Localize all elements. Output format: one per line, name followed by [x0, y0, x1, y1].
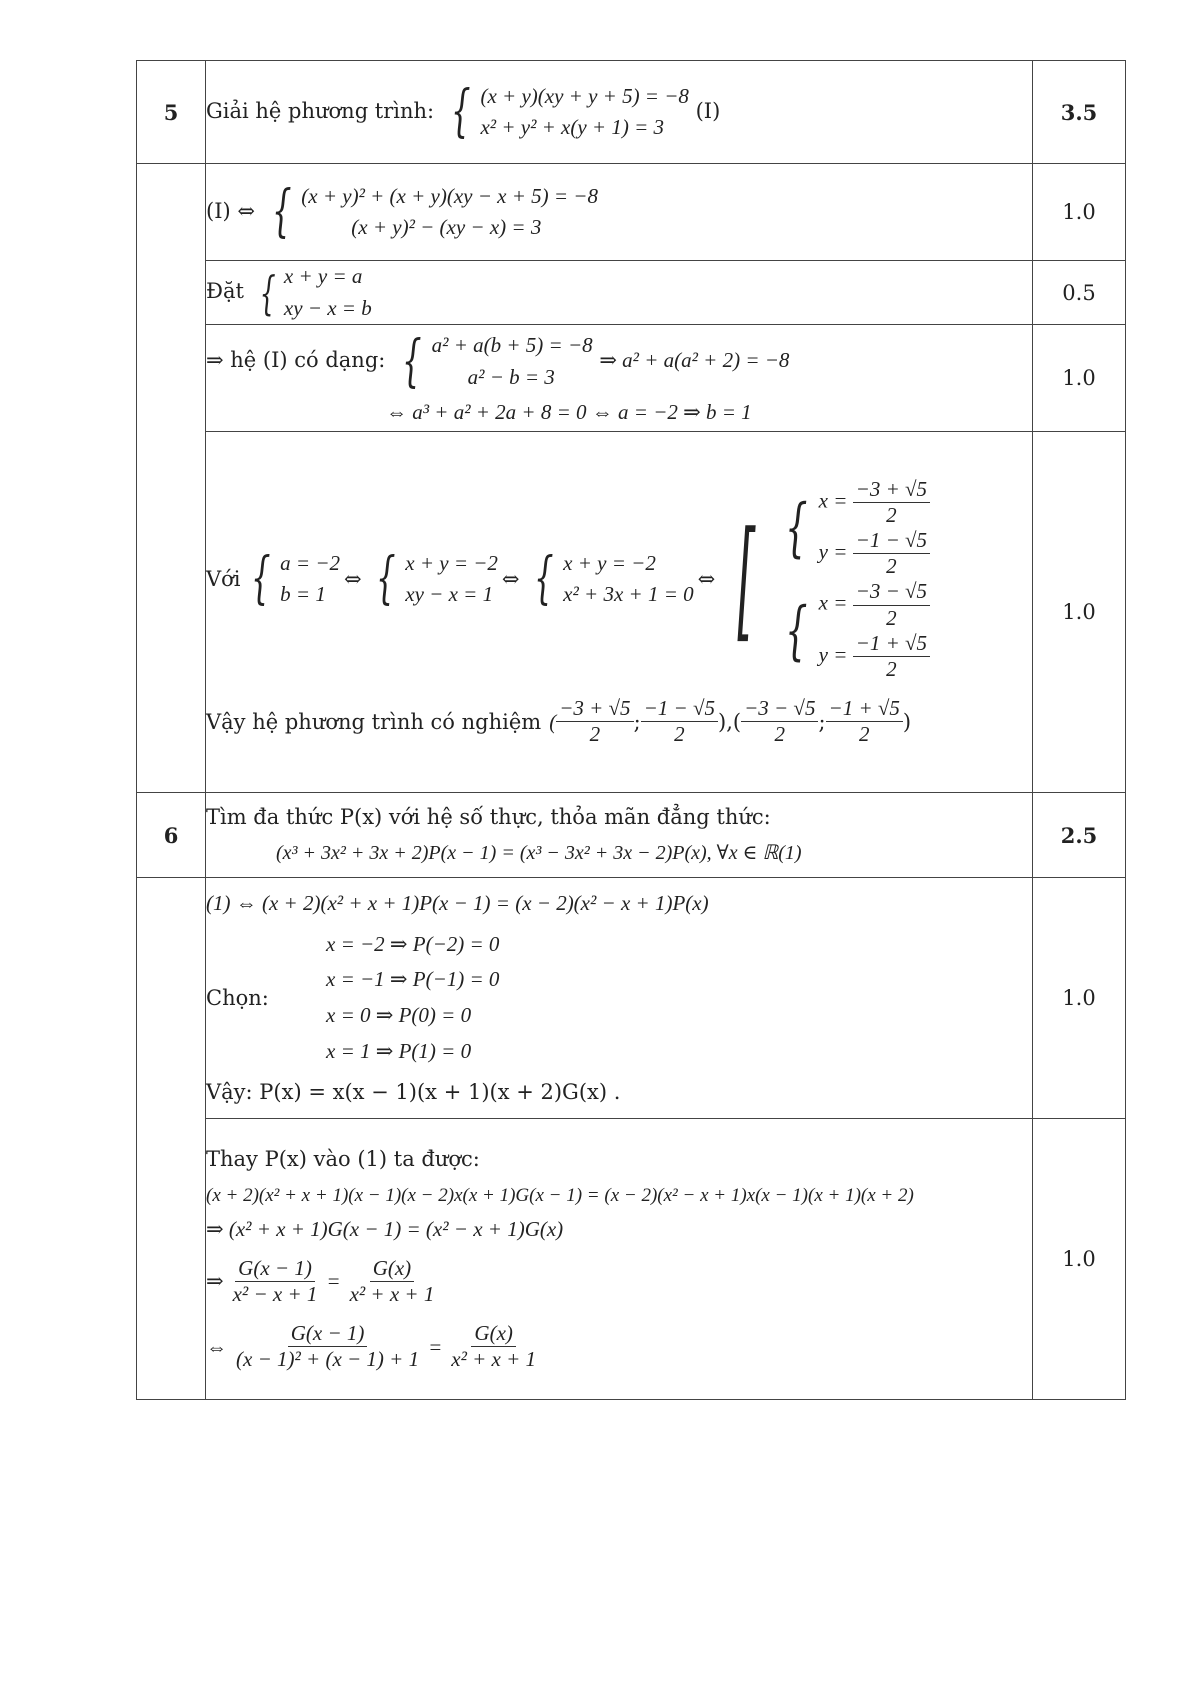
- fraction: $\frac{G(x - 1)}{\text{(x − 1)² + (x − 1) + 1}}$: [236, 1321, 420, 1372]
- variable-label: x =: [818, 488, 848, 513]
- equation-system: [251, 261, 372, 324]
- equation: (x + 2)(x² + x + 1)(x − 1)(x − 2)x(x + 1)G(x − 1) = (x − 2)(x² − x + 1)x(x − 1)(x + 1)(x + 2): [206, 1184, 914, 1206]
- equation: (x + y)(xy + y + 5) = −8: [480, 83, 689, 108]
- score: 1.0: [1033, 432, 1126, 793]
- step-prefix: Đặt: [206, 279, 244, 303]
- problem-6-row: [137, 793, 1126, 878]
- choice-item: x = −1 ⇒ P(−1) = 0: [326, 967, 500, 992]
- equation: x + y = −2: [563, 550, 656, 575]
- equation-system: [392, 330, 593, 393]
- equation: x² + y² + x(y + 1) = 3: [480, 115, 665, 139]
- choice-item: x = 0 ⇒ P(0) = 0: [326, 1003, 472, 1027]
- equation-system: [441, 81, 689, 144]
- equation: (x + y)² − (xy − x) = 3: [351, 215, 542, 239]
- fraction: $\frac{-3 - √5}{2}$: [741, 696, 818, 747]
- equation: xy − x = 1: [405, 582, 494, 607]
- step-content: [206, 878, 1033, 1119]
- left-brace: {: [402, 328, 422, 394]
- solution-set: [719, 477, 930, 683]
- solution-step-row: [137, 1119, 1126, 1400]
- fraction: $\frac{G(x - 1)}{\text{x² − x + 1}}$: [232, 1255, 318, 1306]
- left-brace: {: [271, 179, 292, 244]
- problem-5-row: [137, 61, 1126, 164]
- score: 2.5: [1033, 793, 1126, 878]
- solution-step-row: [137, 432, 1126, 793]
- equivalence-symbol: ⇔: [697, 567, 716, 592]
- left-brace: {: [785, 593, 808, 668]
- fraction: $\frac{-1 + √5}{2}$: [853, 631, 930, 682]
- variable-label: y =: [818, 642, 848, 667]
- solution-table: [136, 60, 1126, 1400]
- left-brace: {: [785, 490, 808, 565]
- equation: (x³ + 3x² + 3x + 2)P(x − 1) = (x³ − 3x² + 3x − 2)P(x), ∀x ∈ ℝ(1): [276, 841, 802, 864]
- variable-label: x =: [818, 590, 848, 615]
- step-content: [206, 1119, 1033, 1400]
- equation: (1) ⇔ (x + 2)(x² + x + 1)P(x − 1) = (x − 2)(x² − x + 1)P(x): [206, 891, 709, 916]
- fraction-equation: [206, 1256, 1032, 1307]
- conclusion-line: Vậy hệ phương trình có nghiệm ( $\frac{-3 + √5}{2}$ ; $\frac{-1 - √5}{2}$ ),( $\frac{-3 - √5}{2}$ ; $\frac{-1 + √5}{2}$ ): [206, 696, 912, 747]
- left-brace: {: [250, 546, 271, 612]
- fraction-equation: [206, 1321, 1032, 1372]
- fraction: $\frac{-1 - √5}{2}$: [853, 528, 930, 579]
- equation: x² + 3x + 1 = 0: [563, 582, 694, 607]
- equation: a = −2: [280, 550, 341, 575]
- equivalence-symbol: ⇔: [501, 567, 520, 592]
- equation-system: [262, 181, 598, 244]
- step-prefix: Với: [206, 567, 241, 592]
- problem-statement: [206, 793, 1033, 878]
- problem-number: 6: [137, 793, 206, 878]
- step-content: [206, 432, 1033, 793]
- equation: ⇒ (x² + x + 1)G(x − 1) = (x² − x + 1)G(x): [206, 1216, 564, 1241]
- equation: ⇔ a³ + a² + 2a + 8 = 0 ⇔ a = −2 ⇒ b = 1: [386, 400, 752, 425]
- problem-number: 5: [137, 61, 206, 164]
- score: 0.5: [1033, 261, 1126, 325]
- score: 1.0: [1033, 325, 1126, 432]
- system-label: (I): [695, 98, 721, 123]
- conclusion-text: Vậy: P(x) = x(x − 1)(x + 1)(x + 2)G(x) .: [206, 1080, 621, 1105]
- score: 1.0: [1033, 878, 1126, 1119]
- equivalence-symbol: ⇔: [344, 567, 362, 592]
- score: 3.5: [1033, 61, 1126, 164]
- equation: ⇒ a² + a(a² + 2) = −8: [599, 348, 790, 373]
- fraction: $\frac{-3 + √5}{2}$: [556, 696, 633, 747]
- solution-step-row: [137, 325, 1126, 432]
- variable-label: y =: [818, 539, 848, 564]
- fraction: $\frac{-3 + √5}{2}$: [853, 477, 930, 528]
- problem-statement: [206, 61, 1033, 164]
- problem-prompt: Giải hệ phương trình:: [206, 98, 435, 123]
- choices-list: [326, 927, 499, 1070]
- empty-number-cell: [137, 164, 206, 793]
- equation-system: [241, 548, 340, 611]
- equals-symbol: =: [326, 1269, 341, 1294]
- choice-item: x = −2 ⇒ P(−2) = 0: [326, 931, 500, 956]
- equation: b = 1: [280, 582, 326, 607]
- equation: (x + y)² + (x + y)(xy − x + 5) = −8: [301, 183, 598, 208]
- left-brace: {: [375, 546, 396, 612]
- solution-step-row: [137, 878, 1126, 1119]
- step-content: [206, 164, 1033, 261]
- solution-step-row: [137, 261, 1126, 325]
- choice-item: x = 1 ⇒ P(1) = 0: [326, 1038, 472, 1063]
- empty-number-cell: [137, 878, 206, 1400]
- left-bracket: [: [737, 503, 756, 656]
- fraction: $\frac{G(x)}{\text{x² + x + 1}}$: [451, 1321, 537, 1372]
- left-brace: {: [259, 265, 276, 320]
- equation: x + y = a: [283, 264, 363, 288]
- left-brace: {: [533, 546, 554, 612]
- fraction: $\frac{-1 + √5}{2}$: [826, 696, 903, 747]
- equation: x + y = −2: [405, 550, 498, 575]
- problem-prompt: Tìm đa thức P(x) với hệ số thực, thỏa mãn đẳng thức:: [206, 805, 771, 830]
- step-content: [206, 325, 1033, 432]
- score: 1.0: [1033, 164, 1126, 261]
- step-prefix: ⇒ hệ (I) có dạng:: [206, 348, 386, 373]
- fraction: $\frac{G(x)}{\text{x² + x + 1}}$: [349, 1255, 435, 1306]
- step-intro: Thay P(x) vào (1) ta được:: [206, 1146, 480, 1171]
- step-content: [206, 261, 1033, 325]
- score: 1.0: [1033, 1119, 1126, 1400]
- fraction: $\frac{-3 - √5}{2}$: [853, 579, 930, 630]
- equation-system: [524, 548, 694, 611]
- equivalence-symbol: ⇔: [206, 1334, 227, 1359]
- left-brace: {: [450, 79, 471, 144]
- fraction: $\frac{-1 - √5}{2}$: [641, 696, 718, 747]
- step-prefix: (I) ⇔: [206, 198, 255, 223]
- choose-label: Chọn:: [206, 986, 269, 1010]
- implies-symbol: ⇒: [206, 1269, 224, 1294]
- equation: xy − x = b: [283, 295, 372, 320]
- equation-system: [366, 548, 498, 611]
- choose-block: [206, 927, 1032, 1070]
- equals-symbol: =: [428, 1334, 443, 1359]
- conclusion-text: Vậy hệ phương trình có nghiệm: [206, 709, 542, 734]
- solution-step-row: [137, 164, 1126, 261]
- equation: a² + a(b + 5) = −8: [431, 333, 593, 358]
- equation: a² − b = 3: [467, 364, 555, 389]
